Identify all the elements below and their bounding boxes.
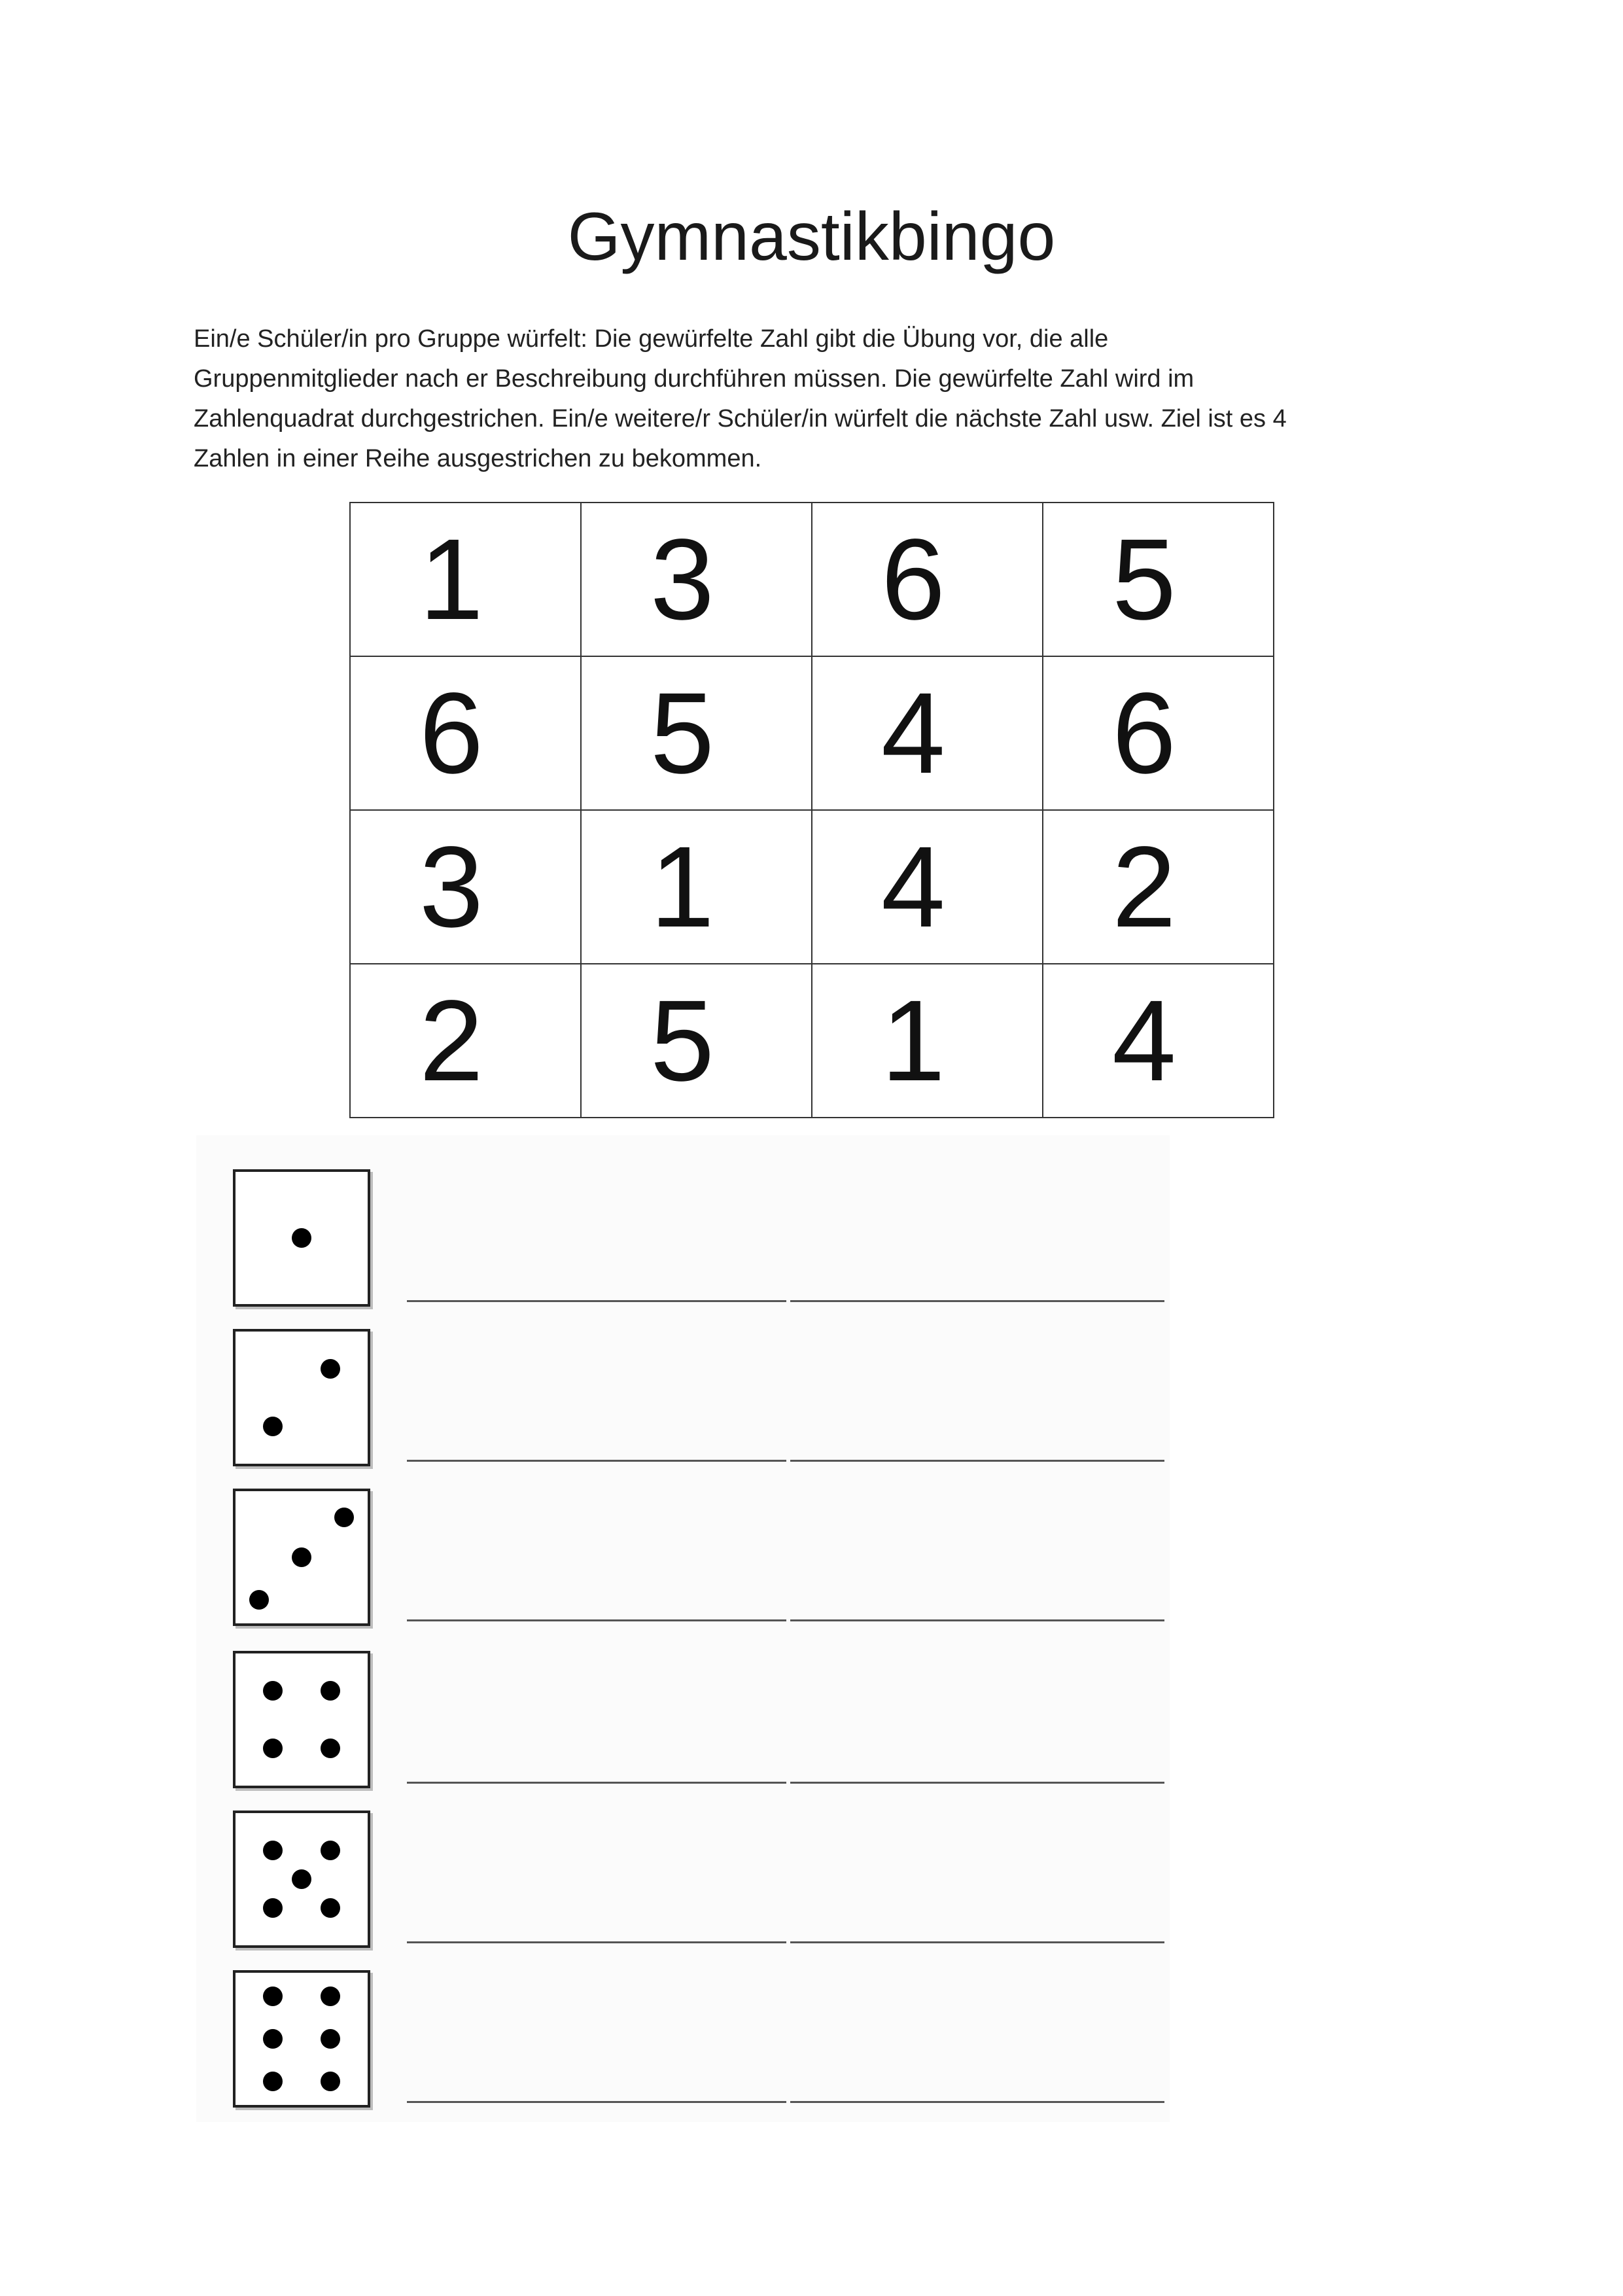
writing-line (790, 2101, 1164, 2103)
dice-pip (263, 1417, 283, 1436)
writing-line (407, 1300, 786, 1302)
bingo-cell: 4 (812, 810, 1043, 964)
bingo-cell: 4 (812, 656, 1043, 810)
dice-face-2-icon (233, 1329, 370, 1466)
writing-line (407, 1619, 786, 1621)
writing-line (790, 1619, 1164, 1621)
dice-pip (321, 1359, 340, 1379)
dice-pip (321, 1841, 340, 1860)
exercise-row (196, 1169, 1170, 1320)
dice-pip (263, 1898, 283, 1918)
bingo-cell: 5 (581, 656, 812, 810)
dice-pip (249, 1590, 269, 1610)
page-title: Gymnastikbingo (567, 199, 1056, 275)
dice-pip (321, 2029, 340, 2049)
dice-pip (321, 2072, 340, 2091)
exercise-row (196, 1489, 1170, 1639)
dice-pip (321, 1681, 340, 1701)
writing-line (407, 1782, 786, 1784)
writing-line (407, 1941, 786, 1943)
dice-pip (292, 1869, 311, 1889)
dice-pip (263, 2029, 283, 2049)
instructions-line: Zahlenquadrat durchgestrichen. Ein/e weitere/r Schüler/in würfelt die nächste Zahl usw. Ziel ist es 4 (194, 405, 1287, 433)
bingo-cell: 5 (581, 964, 812, 1118)
writing-line (790, 1460, 1164, 1462)
dice-pip (292, 1547, 311, 1567)
dice-face-1-icon (233, 1169, 370, 1307)
bingo-row (350, 503, 1274, 656)
dice-pip (263, 1739, 283, 1758)
bingo-cell: 6 (350, 656, 581, 810)
writing-line (790, 1300, 1164, 1302)
dice-face-5-icon (233, 1810, 370, 1948)
bingo-cell: 3 (350, 810, 581, 964)
writing-line (790, 1782, 1164, 1784)
instructions-line: Zahlen in einer Reihe ausgestrichen zu bekommen. (194, 445, 762, 472)
dice-pip (263, 2072, 283, 2091)
bingo-cell: 2 (1043, 810, 1274, 964)
exercise-list (196, 1135, 1170, 2122)
bingo-cell: 1 (581, 810, 812, 964)
bingo-row (350, 656, 1274, 810)
dice-face-6-icon (233, 1970, 370, 2108)
dice-face-4-icon (233, 1651, 370, 1788)
bingo-cell: 1 (350, 503, 581, 656)
dice-pip (263, 1987, 283, 2006)
exercise-row (196, 1651, 1170, 1801)
instructions-line: Ein/e Schüler/in pro Gruppe würfelt: Die gewürfelte Zahl gibt die Übung vor, die alle (194, 325, 1109, 353)
bingo-cell: 6 (1043, 656, 1274, 810)
bingo-cell: 3 (581, 503, 812, 656)
dice-pip (263, 1681, 283, 1701)
writing-line (407, 1460, 786, 1462)
bingo-grid (349, 502, 1274, 1118)
writing-line (790, 1941, 1164, 1943)
exercise-row (196, 1329, 1170, 1479)
dice-pip (321, 1987, 340, 2006)
dice-pip (292, 1228, 311, 1248)
bingo-cell: 5 (1043, 503, 1274, 656)
bingo-cell: 4 (1043, 964, 1274, 1118)
bingo-row (350, 964, 1274, 1118)
dice-pip (334, 1508, 354, 1527)
bingo-cell: 2 (350, 964, 581, 1118)
bingo-cell: 6 (812, 503, 1043, 656)
dice-pip (321, 1739, 340, 1758)
dice-pip (263, 1841, 283, 1860)
instructions-line: Gruppenmitglieder nach er Beschreibung durchführen müssen. Die gewürfelte Zahl wird im (194, 365, 1195, 393)
dice-pip (321, 1898, 340, 1918)
bingo-cell: 1 (812, 964, 1043, 1118)
dice-face-3-icon (233, 1489, 370, 1626)
bingo-row (350, 810, 1274, 964)
instructions (194, 319, 1456, 479)
exercise-row (196, 1810, 1170, 1961)
exercise-row (196, 1970, 1170, 2121)
writing-line (407, 2101, 786, 2103)
